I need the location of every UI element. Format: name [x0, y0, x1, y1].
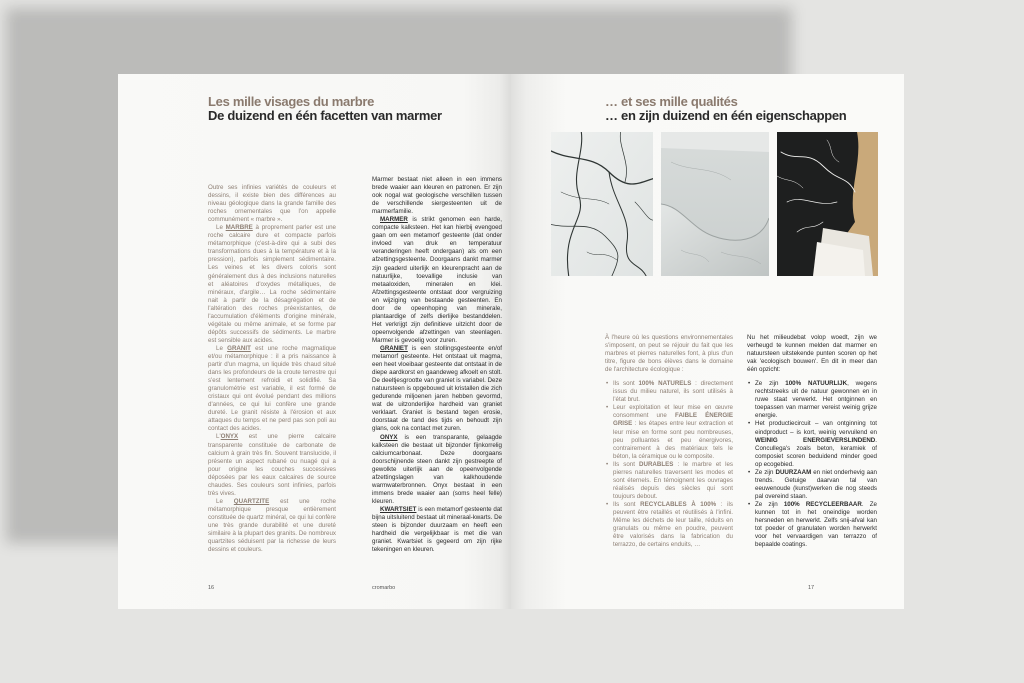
fr-marbre-paragraph: Le MARBRE à proprement parler est une roche calcaire dure et compacte parfois métamorphique (c'est-à-dire qui a subi des transformations dues à la température et à la pression), parfois simplement sédimentaire. Les veines et les divers coloris sont généralement dus à des inclusions naturelles et aléatoires d'oxydes métalliques, de minéraux, d'argile… La roche sédimentaire nait à partir de la désagrégation et de l'altération des roches préexistantes, de l'accumulation d'éléments d'origine minérale, végétale ou même animale, et se forme par dépôts successifs de sédiments. Le marbre est sensible aux acides.	[208, 224, 337, 344]
nl-onyx-keyword: ONYX	[380, 433, 398, 441]
fr-marbre-keyword: MARBRE	[225, 224, 253, 232]
fr-eco-intro: À l'heure où les questions environnementales s'imposent, on peut se réjouir du fait que les marbres et pierres naturelles font, à plus d'un titre, figure de bons élèves dans le domaine de l'architecture écologique :	[605, 334, 733, 374]
marble-black-image	[777, 132, 878, 276]
marble-veined-image	[551, 132, 653, 276]
nl-marmer-paragraph: MARMER is strikt genomen een harde, compacte kalksteen. Het kan hierbij evengoed gaan om een metamorf gesteente (dat onder invloed van druk en temperatuur veranderingen heeft ondergaan) als om een afzettingsgesteente. Doorgaans dankt marmer zijn geaderd uiterlijk en kleurenpracht aan de natuurlijke, toevallige inclusie van metaaloxiden, mineralen en klei. Afzettingsgesteente ontstaat door vergruizing en wijziging van bestaande gesteenten. En door de opeenhoping van minerale, plantaardige of zelfs dierlijke bestanddelen. Het verkrijgt zijn definitieve uitzicht door de opeenvolgende afzettingen van steenlagen. Marmer is gevoelig voor zuren.	[372, 216, 502, 344]
right-title-nl: … en zijn duizend en één eigenschappen	[605, 108, 847, 123]
nl-onyx-paragraph: ONYX is een transparante, gelaagde kalksteen die bestaat uit bijzonder fijnkorrelig calciumcarbonaat. Deze doorgaans doorschijnende steen dankt zijn gestreepte of gewolkte uiterlijk aan de opeenvolgende afzettingslagen van kalkhoudende warmwaterbronnen. Onyx bestaat in een immens brede waaier aan (soms heel felle) kleuren.	[372, 433, 502, 505]
fr-granit-paragraph: Le GRANIT est une roche magmatique et/ou métamorphique : il a pris naissance à partir d'un magma, un liquide très chaud situé dans les profondeurs de la croute terrestre qui s'est lentement refroidi et solidifié. Sa granulométrie est variable, il est formé de cristaux qui ont évolué pendant des millions d'années, ce qui lui confère une grande dureté. Le granit résiste à l'érosion et aux attaques du temps et ne perd pas son poli au contact des acides.	[208, 344, 336, 433]
nl-kwartsiet-keyword: KWARTSIET	[380, 505, 417, 513]
fr-quartzite-keyword: QUARTZITE	[233, 497, 270, 505]
right-page	[511, 74, 904, 609]
fr-quality-natural: • Ils sont 100% NATURELS : directement issus du milieu naturel, ils sont utilisés à l'état brut.	[613, 380, 733, 404]
nl-graniet-keyword: GRANIET	[380, 344, 408, 352]
nl-quality-recyclable: • Ze zijn 100% RECYCLEERBAAR. Ze kunnen tot in het oneindige worden hersneden en herwerkt. Zelfs snij-afval kan tot poeder of granulaten worden herwerkt voor het vervaardigen van terrazzo of bepaalde coatings.	[755, 501, 877, 549]
marble-photo-veined	[551, 132, 653, 276]
right-title-fr: … et ses mille qualités	[605, 94, 738, 109]
page-number-right: 17	[808, 585, 815, 591]
nl-marmer-keyword: MARMER	[380, 216, 408, 224]
fr-intro: Outre ses infinies variétés de couleurs et dessins, il existe bien des différences au niveau géologique dans la grande famille des roches ornementales que l'on appelle communément « marbre ».	[208, 184, 336, 224]
nl-eco-intro: Nu het milieudebat volop woedt, zijn we verheugd te kunnen melden dat marmer en natuursteen uitstekende punten scoren op het vak 'ecologisch bouwen'. En dit in meer dan één opzicht:	[747, 334, 877, 374]
left-title-nl: De duizend en één facetten van marmer	[208, 108, 442, 123]
nl-intro: Marmer bestaat niet alleen in een immens brede waaier aan kleuren en patronen. Er zijn ook nogal wat geologische verschillen tussen de verschillende siergesteenten uit de marmerfamilie.	[372, 176, 502, 216]
footer-brand: cromarbo	[372, 585, 396, 591]
fr-quality-recyclable: • Ils sont RECYCLABLES À 100% : ils peuvent être retaillés et réutilisés à l'infini. Même les déchets de leur taille, réduits en granulats ou même en poudre, peuvent être valorisés dans la fabrication du terrazzo, de certains enduits, …	[613, 501, 733, 549]
page-number-left: 16	[208, 585, 215, 591]
fr-onyx-paragraph: L'ONYX est une pierre calcaire transparente constituée de carbonate de calcium à grain très fin. Souvent translucide, il présente un aspect rubané ou nuagé qui a pour origine les couches successives déposées par les eaux calcaires de source chaudes. Ses couleurs sont infinies, parfois très vives.	[208, 433, 336, 497]
left-page	[118, 74, 511, 609]
marble-photo-carved	[661, 132, 769, 276]
fr-onyx-keyword: ONYX	[220, 433, 239, 441]
magazine-spread	[118, 74, 904, 609]
left-column-fr	[208, 184, 336, 554]
fr-quartzite-paragraph: Le QUARTZITE est une roche métamorphique presque entièrement constituée de quartz minéral, ce qui lui confère une très grande durabilité et une dureté similaire à la plupart des granits. De nombreux quartzites séduisent par la richesse de leurs dessins et couleurs.	[208, 497, 336, 554]
fr-qualities-list	[605, 380, 733, 549]
left-column-nl	[372, 176, 502, 554]
nl-graniet-paragraph: GRANIET is een stollingsgesteente en/of metamorf gesteente. Het ontstaat uit magma, een heet vloeibaar gesteente dat ontstaat in de diepe aardkorst en gaandeweg afkoelt en stolt. De deeltjesgrootte van graniet is variabel. Deze natuursteen is opgebouwd uit kristallen die zich gedurende miljoenen jaren hebben gevormd, wat de uitzonderlijke hardheid van graniet verklaart. Graniet is bestand tegen erosie, doorstaat de tand des tijds en behoudt zijn glans, ook na contact met zuren.	[372, 344, 503, 433]
fr-quality-durable: • Ils sont DURABLES : le marbre et les pierres naturelles traversent les modes et sont éternels. En témoignent les ouvrages réalisés depuis des siècles qui sont toujours debout.	[613, 461, 733, 501]
marble-carved-image	[661, 132, 769, 276]
right-column-fr	[605, 334, 733, 549]
nl-qualities-list	[747, 380, 877, 549]
nl-quality-natural: • Ze zijn 100% NATUURLIJK, wegens rechtstreeks uit de natuur gewonnen en in ruwe staat verwerkt. Het ontginnen en toepassen van marmer vereist weinig grijze energie.	[755, 380, 877, 420]
left-title-fr: Les mille visages du marbre	[208, 94, 375, 109]
right-column-nl	[747, 334, 877, 549]
nl-quality-durable: • Ze zijn DUURZAAM en niet onderhevig aan trends. Getuige daarvan tal van eeuwenoude (kunst)werken die nog steeds pal overeind staan.	[755, 469, 877, 501]
nl-kwartsiet-paragraph: KWARTSIET is een metamorf gesteente dat bijna uitsluitend bestaat uit mineraal-kwarts. De steen is bijzonder duurzaam en heeft een hardheid die vergelijkbaar is met die van graniet. Kwartsiet is gegeerd om zijn rijke tekeningen en kleuren.	[372, 505, 502, 554]
fr-granit-keyword: GRANIT	[227, 344, 251, 352]
fr-quality-energy: • Leur exploitation et leur mise en œuvre consomment une FAIBLE ÉNERGIE GRISE : les étapes entre leur extraction et leur mise en forme sont peu nombreuses, peu polluantes et peu énergivores, contrairement à des matériaux tels le béton, la céramique ou le composite.	[613, 404, 733, 460]
marble-photo-black	[777, 132, 878, 276]
nl-quality-energy: • Het productiecircuit – van ontginning tot eindproduct – is kort, weinig vervuilend en WEINIG ENERGIEVERSLINDEND. Concullega's zoals beton, keramiek of composiet scoren beduidend minder goed op ecogebied.	[755, 420, 877, 468]
